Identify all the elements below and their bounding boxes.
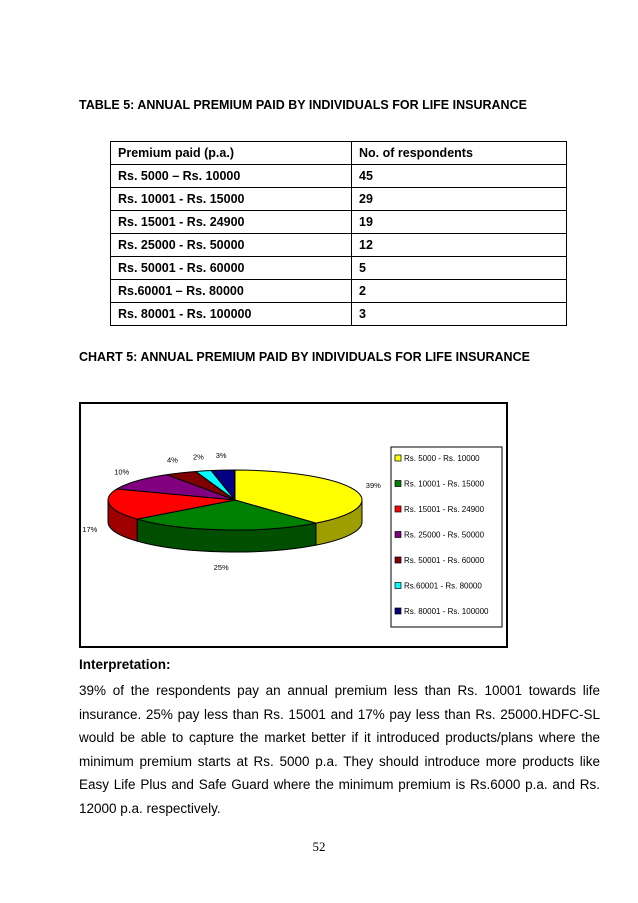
respondents-cell: 5 xyxy=(352,257,567,280)
legend-swatch xyxy=(395,532,401,538)
table-row xyxy=(111,280,567,303)
legend-label: Rs. 50001 - Rs. 60000 xyxy=(404,556,485,565)
pie-data-label: 17% xyxy=(82,525,98,535)
legend-swatch xyxy=(395,583,401,589)
pie-chart-svg xyxy=(81,404,506,646)
legend-swatch xyxy=(395,455,401,461)
respondents-cell: 29 xyxy=(352,188,567,211)
premium-range-cell: Rs. 10001 - Rs. 15000 xyxy=(111,188,352,211)
legend-swatch xyxy=(395,481,401,487)
pie-data-label: 4% xyxy=(166,455,178,465)
table-row xyxy=(111,165,567,188)
respondents-cell: 19 xyxy=(352,211,567,234)
pie-data-label: 2% xyxy=(193,452,204,462)
table-row xyxy=(111,257,567,280)
pie-data-label: 3% xyxy=(215,451,227,461)
legend-label: Rs.60001 - Rs. 80000 xyxy=(404,581,482,591)
premium-range-cell: Rs. 25000 - Rs. 50000 xyxy=(111,234,352,257)
chart-legend xyxy=(391,447,502,627)
interpretation-paragraph: 39% of the respondents pay an annual premium less than Rs. 10001 towards life insurance. 25% pay less than Rs. 15001 and 17% pay less than Rs. 25000.HDFC-SL would be able to capture the market better if it introduced products/plans where the minimum premium starts at Rs. 5000 p.a. They should introduce more products like Easy Life Plus and Safe Guard where the minimum premium is Rs.6000 p.a. and Rs. 12000 p.a. respectively. xyxy=(79,683,600,816)
table-row xyxy=(111,211,567,234)
table-header-cell: No. of respondents xyxy=(352,142,567,165)
chart-title: CHART 5: ANNUAL PREMIUM PAID BY INDIVIDUALS FOR LIFE INSURANCE xyxy=(79,350,530,364)
legend-label: Rs. 10001 - Rs. 15000 xyxy=(404,479,485,489)
legend-label: Rs. 25000 - Rs. 50000 xyxy=(404,530,485,540)
table-row xyxy=(111,234,567,257)
legend-label: Rs. 5000 - Rs. 10000 xyxy=(404,454,480,463)
table-row xyxy=(111,303,567,326)
legend-label: Rs. 15001 - Rs. 24900 xyxy=(404,505,485,514)
pie-data-label: 39% xyxy=(365,480,381,490)
interpretation-heading: Interpretation: xyxy=(79,657,171,672)
premium-range-cell: Rs. 80001 - Rs. 100000 xyxy=(111,303,352,326)
pie-data-label: 10% xyxy=(114,467,130,477)
respondents-cell: 2 xyxy=(352,280,567,303)
table-row xyxy=(111,188,567,211)
pie-chart xyxy=(79,402,508,648)
respondents-cell: 3 xyxy=(352,303,567,326)
table-header-cell: Premium paid (p.a.) xyxy=(111,142,352,165)
respondents-cell: 12 xyxy=(352,234,567,257)
premium-range-cell: Rs. 5000 – Rs. 10000 xyxy=(111,165,352,188)
legend-label: Rs. 80001 - Rs. 100000 xyxy=(404,607,489,616)
premium-range-cell: Rs. 50001 - Rs. 60000 xyxy=(111,257,352,280)
legend-swatch xyxy=(395,506,401,512)
page-number: 52 xyxy=(312,839,326,854)
premium-range-cell: Rs. 15001 - Rs. 24900 xyxy=(111,211,352,234)
legend-swatch xyxy=(395,557,401,563)
premium-table xyxy=(110,141,567,326)
pie-data-label: 25% xyxy=(213,562,229,572)
respondents-cell: 45 xyxy=(352,165,567,188)
table-header-row xyxy=(111,142,567,165)
premium-range-cell: Rs.60001 – Rs. 80000 xyxy=(111,280,352,303)
legend-swatch xyxy=(395,608,401,614)
table-title: TABLE 5: ANNUAL PREMIUM PAID BY INDIVIDUALS FOR LIFE INSURANCE xyxy=(79,98,527,112)
pie-slices xyxy=(108,470,362,530)
